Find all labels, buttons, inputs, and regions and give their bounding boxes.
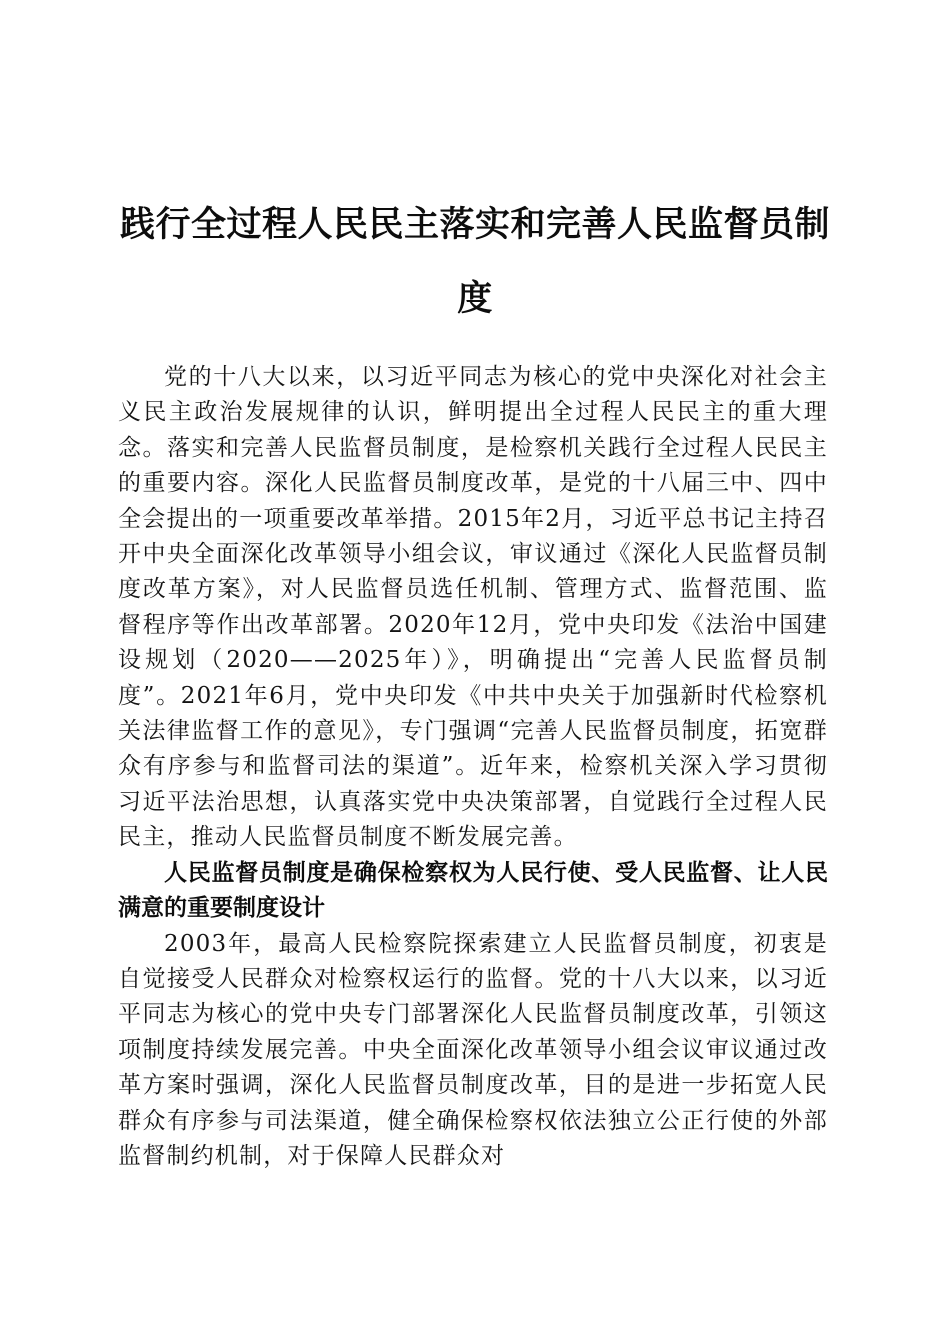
body-paragraph-1: 党的十八大以来，以习近平同志为核心的党中央深化对社会主义民主政治发展规律的认识，鲜明提出全过程人民民主的重大理念。落实和完善人民监督员制度，是检察机关践行全过程人民民主的重要内容。深化人民监督员制度改革，是党的十八届三中、四中全会提出的一项重要改革举措。2015年2月，习近平总书记主持召开中央全面深化改革领导小组会议，审议通过《深化人民监督员制度改革方案》，对人民监督员选任机制、管理方式、监督范围、监督程序等作出改革部署。2020年12月，党中央印发《法治中国建设规划（2020——2025年）》，明确提出“完善人民监督员制度”。2021年6月，党中央印发《中共中央关于加强新时代检察机关法律监督工作的意见》，专门强调“完善人民监督员制度，拓宽群众有序参与和监督司法的渠道”。近年来，检察机关深入学习贯彻习近平法治思想，认真落实党中央决策部署，自觉践行全过程人民民主，推动人民监督员制度不断发展完善。 [118, 364, 828, 851]
document-body [118, 360, 828, 1174]
document-title: 践行全过程人民民主落实和完善人民监督员制度 [119, 204, 830, 319]
body-paragraph-2: 2003年，最高人民检察院探索建立人民监督员制度，初衷是自觉接受人民群众对检察权运行的监督。党的十八大以来，以习近平同志为核心的党中央专门部署深化人民监督员制度改革，引领这项制度持续发展完善。中央全面深化改革领导小组会议审议通过改革方案时强调，深化人民监督员制度改革，目的是进一步拓宽人民群众有序参与司法渠道，健全确保检察权依法独立公正行使的外部监督制约机制，对于保障人民群众对 [118, 930, 828, 1169]
section-heading: 人民监督员制度是确保检察权为人民行使、受人民监督、让人民满意的重要制度设计 [118, 859, 828, 922]
